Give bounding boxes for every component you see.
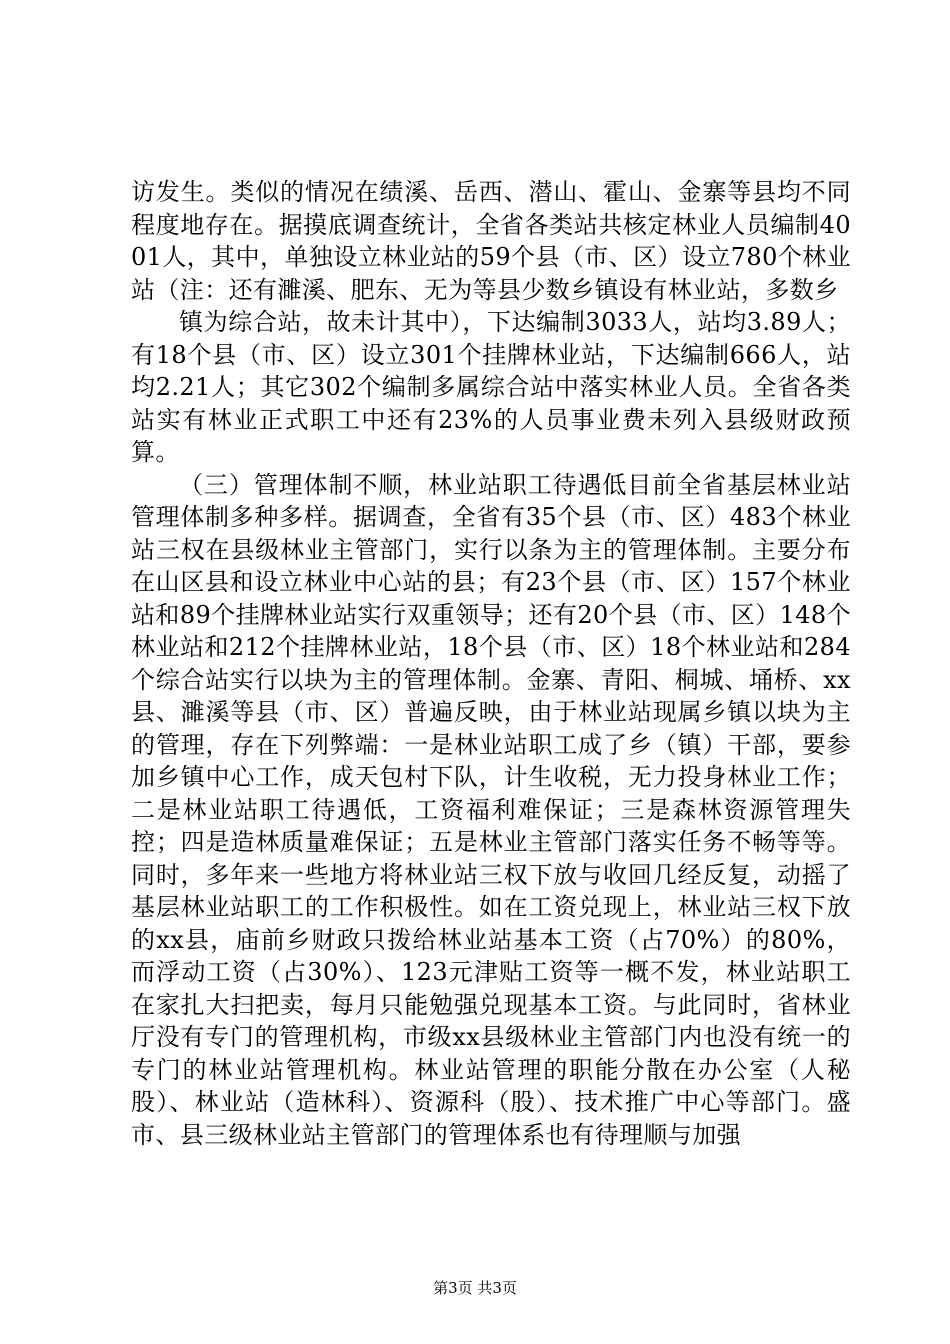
paragraph-1: 访发生。类似的情况在绩溪、岳西、潜山、霍山、金寨等县均不同程度地存在。据摸底调查统计，全省各类站共核定林业人员编制4001人，其中，单独设立林业站的59个县（市、区）设立780个林业站（注：还有濉溪、肥东、无为等县少数乡镇设有林业站，多数乡: [131, 178, 851, 304]
document-body: [131, 176, 851, 1151]
paragraph-2: 镇为综合站，故未计其中），下达编制3033人，站均3.89人；有18个县（市、区）设立301个挂牌林业站，下达编制666人，站均2.21人；其它302个编制多属综合站中落实林业人员。全省各类站实有林业正式职工中还有23%的人员事业费未列入县级财政预算。: [131, 308, 851, 466]
paragraph-3: （三）管理体制不顺，林业站职工待遇低目前全省基层林业站管理体制多种多样。据调查，全省有35个县（市、区）483个林业站三权在县级林业主管部门，实行以条为主的管理体制。主要分布在山区县和设立林业中心站的县；有23个县（市、区）157个林业站和89个挂牌林业站实行双重领导；还有20个县（市、区）148个林业站和212个挂牌林业站，18个县（市、区）18个林业站和284个综合站实行以块为主的管理体制。金寨、青阳、桐城、埇桥、xx县、濉溪等县（市、区）普遍反映，由于林业站现属乡镇以块为主的管理，存在下列弊端：一是林业站职工成了乡（镇）干部，要参加乡镇中心工作，成天包村下队，计生收税，无力投身林业工作；二是林业站职工待遇低，工资福利难保证；三是森林资源管理失控；四是造林质量难保证；五是林业主管部门落实任务不畅等等。同时，多年来一些地方将林业站三权下放与收回几经反复，动摇了基层林业站职工的工作积极性。如在工资兑现上，林业站三权下放的xx县，庙前乡财政只拨给林业站基本工资（占70%）的80%，而浮动工资（占30%）、123元津贴工资等一概不发，林业站职工在家扎大扫把卖，每月只能勉强兑现基本工资。与此同时，省林业厅没有专门的管理机构，市级xx县级林业主管部门内也没有统一的专门的林业站管理机构。林业站管理的职能分散在办公室（人秘股）、林业站（造林科）、资源科（股）、技术推广中心等部门。盛市、县三级林业站主管部门的管理体系也有待理顺与加强: [131, 470, 851, 1149]
page-footer: [0, 1278, 950, 1298]
page-number: 第3页 共3页: [433, 1279, 517, 1297]
